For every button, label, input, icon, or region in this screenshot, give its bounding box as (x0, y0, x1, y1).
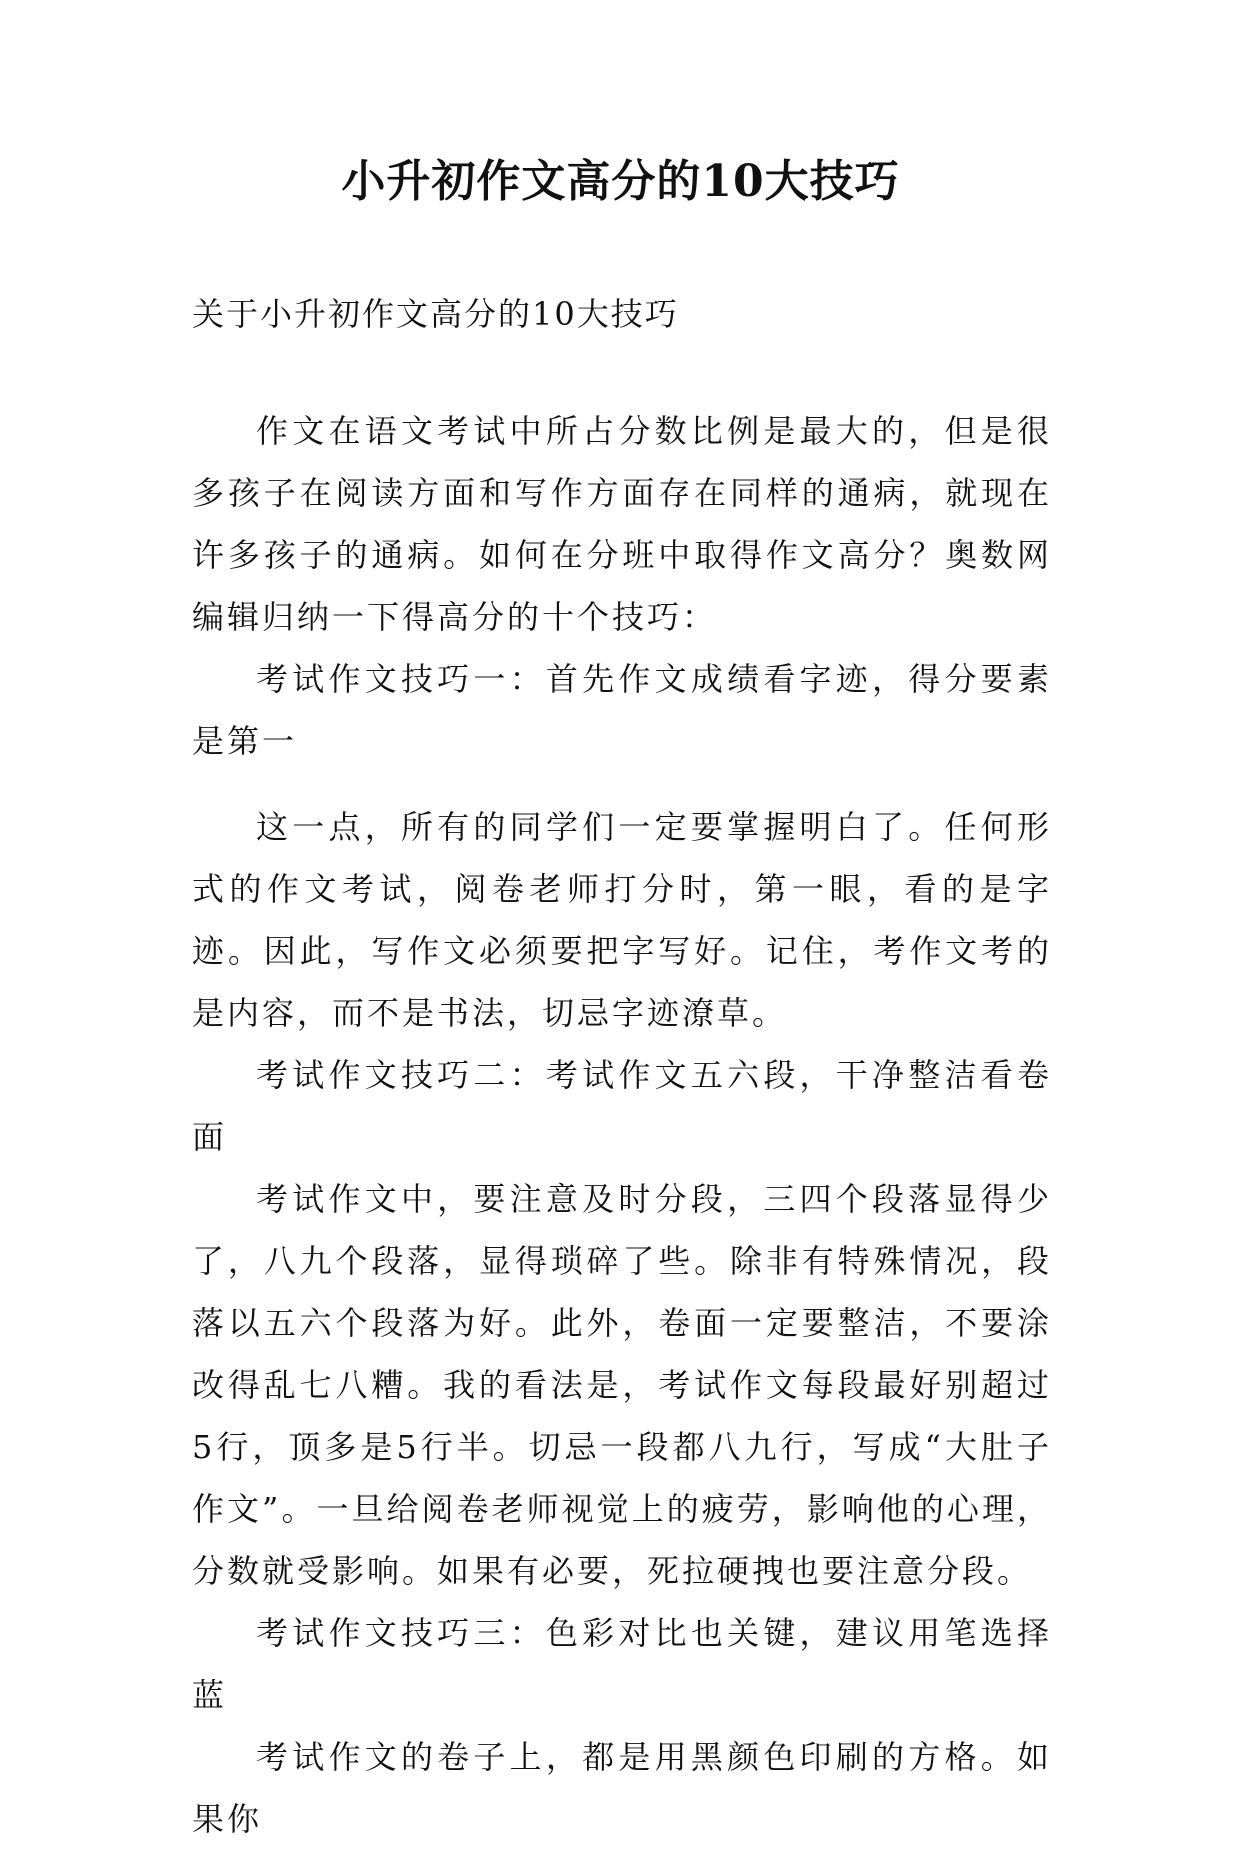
paragraph-intro: 作文在语文考试中所占分数比例是最大的，但是很多孩子在阅读方面和写作方面存在同样的通病，就现在许多孩子的通病。如何在分班中取得作文高分？奥数网编辑归纳一下得高分的十个技巧： (192, 412, 1052, 636)
document-body (192, 400, 1052, 1850)
document-subtitle: 关于小升初作文高分的10大技巧 (192, 295, 679, 333)
paragraph-tip-1-heading: 考试作文技巧一：首先作文成绩看字迹，得分要素是第一 (192, 660, 1052, 760)
document-title: 小升初作文高分的10大技巧 (341, 156, 900, 207)
paragraph-tip-2-heading: 考试作文技巧二：考试作文五六段，干净整洁看卷面 (192, 1056, 1052, 1156)
paragraph-tip-1-body: 这一点，所有的同学们一定要掌握明白了。任何形式的作文考试，阅卷老师打分时，第一眼，看的是字迹。因此，写作文必须要把字写好。记住，考作文考的是内容，而不是书法，切忌字迹潦草。 (192, 808, 1052, 1032)
paragraph-tip-2-body: 考试作文中，要注意及时分段，三四个段落显得少了，八九个段落，显得琐碎了些。除非有特殊情况，段落以五六个段落为好。此外，卷面一定要整洁，不要涂改得乱七八糟。我的看法是，考试作文每段最好别超过5行，顶多是5行半。切忌一段都八九行，写成“大肚子作文”。一旦给阅卷老师视觉上的疲劳，影响他的心理，分数就受影响。如果有必要，死拉硬拽也要注意分段。 (192, 1180, 1052, 1590)
paragraph-tip-3-body: 考试作文的卷子上，都是用黑颜色印刷的方格。如果你 (192, 1738, 1052, 1838)
paragraph-tip-3-heading: 考试作文技巧三：色彩对比也关键，建议用笔选择蓝 (192, 1614, 1052, 1714)
